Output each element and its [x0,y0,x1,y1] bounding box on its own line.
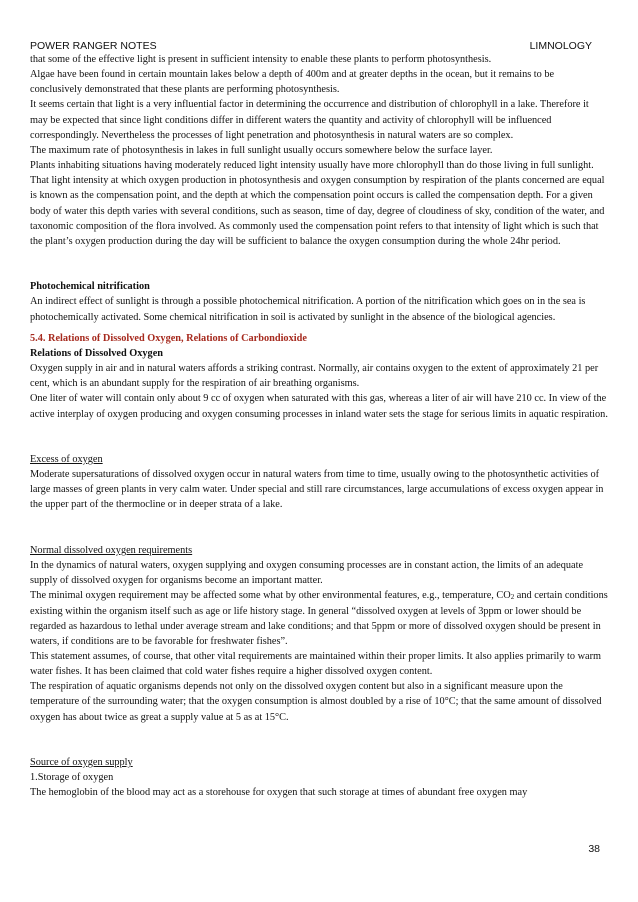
paragraph: An indirect effect of sunlight is through a possible photochemical nitrification. A portion of the nitrification which goes on in the sea is photochemically activated. Some chemical nitrification in soil is activated by sunlight in the absence of the biological agencies. [30,296,586,323]
paragraph: The maximum rate of photosynthesis in lakes in full sunlight usually occurs somewhere below the surface layer. [30,144,493,156]
heading-relations: Relations of Dissolved Oxygen [30,347,164,359]
subscript: 2 [510,593,515,602]
paragraph: Algae have been found in certain mountain lakes below a depth of 400m and at greater depths in the ocean, but it remains to be conclusively demonstrated that these plants are performing photosynthesis. [30,69,555,96]
header-left: POWER RANGER NOTES [30,40,157,52]
paragraph: Oxygen supply in air and in natural waters affords a striking contrast. Normally, air contains oxygen to the extent of approximately 21 per cent, which is an abundant supply for the respiration of air breathing organisms. [30,363,599,390]
paragraph: This statement assumes, of course, that other vital requirements are maintained within their proper limits. It also applies primarily to warm water fishes. It has been claimed that cold water fishes require a higher dissolved oxygen content. [30,651,602,678]
body-text [30,52,608,801]
heading-excess: Excess of oxygen [30,454,103,465]
heading-photochemical: Photochemical nitrification [30,281,150,293]
heading-storage: 1.Storage of oxygen [30,772,114,784]
paragraph: The respiration of aquatic organisms depends not only on the dissolved oxygen content but also in a significant measure upon the temperature of the surrounding water; that the oxygen consumption is almost doubled by a rise of 10°C; that the same amount of dissolved oxygen has about twice as great a supply value at 5 as at 15°C. [30,681,602,723]
heading-source: Source of oxygen supply [30,757,133,769]
text-run: and certain conditions existing within the organism itself such as age or life history stage. In general “dissolved oxygen at levels of 3ppm or lower should be regarded as hazardous to lethal under average stream and lake conditions; and that 5ppm or more of dissolved oxygen should be present in waters, if conditions are to be favorable for freshwater fishes”. [30,590,608,647]
page-number: 38 [588,843,600,855]
paragraph: That light intensity at which oxygen production in photosynthesis and oxygen consumption by respiration of the plants concerned are equal is known as the compensation point, and the depth at which the compensation point occurs is called the compensation depth. For a given body of water this depth varies with several conditions, such as season, time of day, degree of cloudiness of sky, condition of the water, and taxonomic composition of the flora involved. As commonly used the compensation point refers to that intensity of light which is such that the plant’s oxygen production during the day will be sufficient to balance the oxygen consumption during the whole 24hr period. [30,175,605,247]
paragraph: In the dynamics of natural waters, oxygen supplying and oxygen consuming processes are in constant action, the limits of an adequate supply of dissolved oxygen for organisms become an important matter. [30,560,584,587]
paragraph: that some of the effective light is present in sufficient intensity to enable these plants to perform photosynthesis. [30,54,492,65]
heading-normal: Normal dissolved oxygen requirements [30,544,193,556]
header-right: LIMNOLOGY [529,40,592,52]
section-heading: 5.4. Relations of Dissolved Oxygen, Relations of Carbondioxide [30,332,307,344]
paragraph: Moderate supersaturations of dissolved oxygen occur in natural waters from time to time, usually owing to the photosynthetic activities of large masses of green plants in very calm water. Under special and still rare circumstances, large accumulations of excess oxygen appear in the upper part of the thermocline or in deeper strata of a lake. [30,469,604,511]
paragraph: The hemoglobin of the blood may act as a storehouse for oxygen that such storage at times of abundant free oxygen may [30,787,528,799]
paragraph: Plants inhabiting situations having moderately reduced light intensity usually have more chlorophyll than do those living in full sunlight. [30,160,594,172]
paragraph [30,588,608,649]
text-run: The minimal oxygen requirement may be affected some what by other environmental features, e.g., temperature, CO [30,590,511,602]
paragraph: It seems certain that light is a very influential factor in determining the occurrence and distribution of chlorophyll in a lake. Therefore it may be expected that since light conditions differ in different waters the quantity and activity of chlorophyll will be influenced correspondingly. Nevertheless the processes of light penetration and photosynthesis in natural waters are so complex. [30,99,589,141]
paragraph: One liter of water will contain only about 9 cc of oxygen when saturated with this gas, whereas a liter of air will have 210 cc. In view of the active interplay of oxygen producing and oxygen consuming processes in inland water sets the stage for serious limits in aquatic respiration. [30,393,608,420]
